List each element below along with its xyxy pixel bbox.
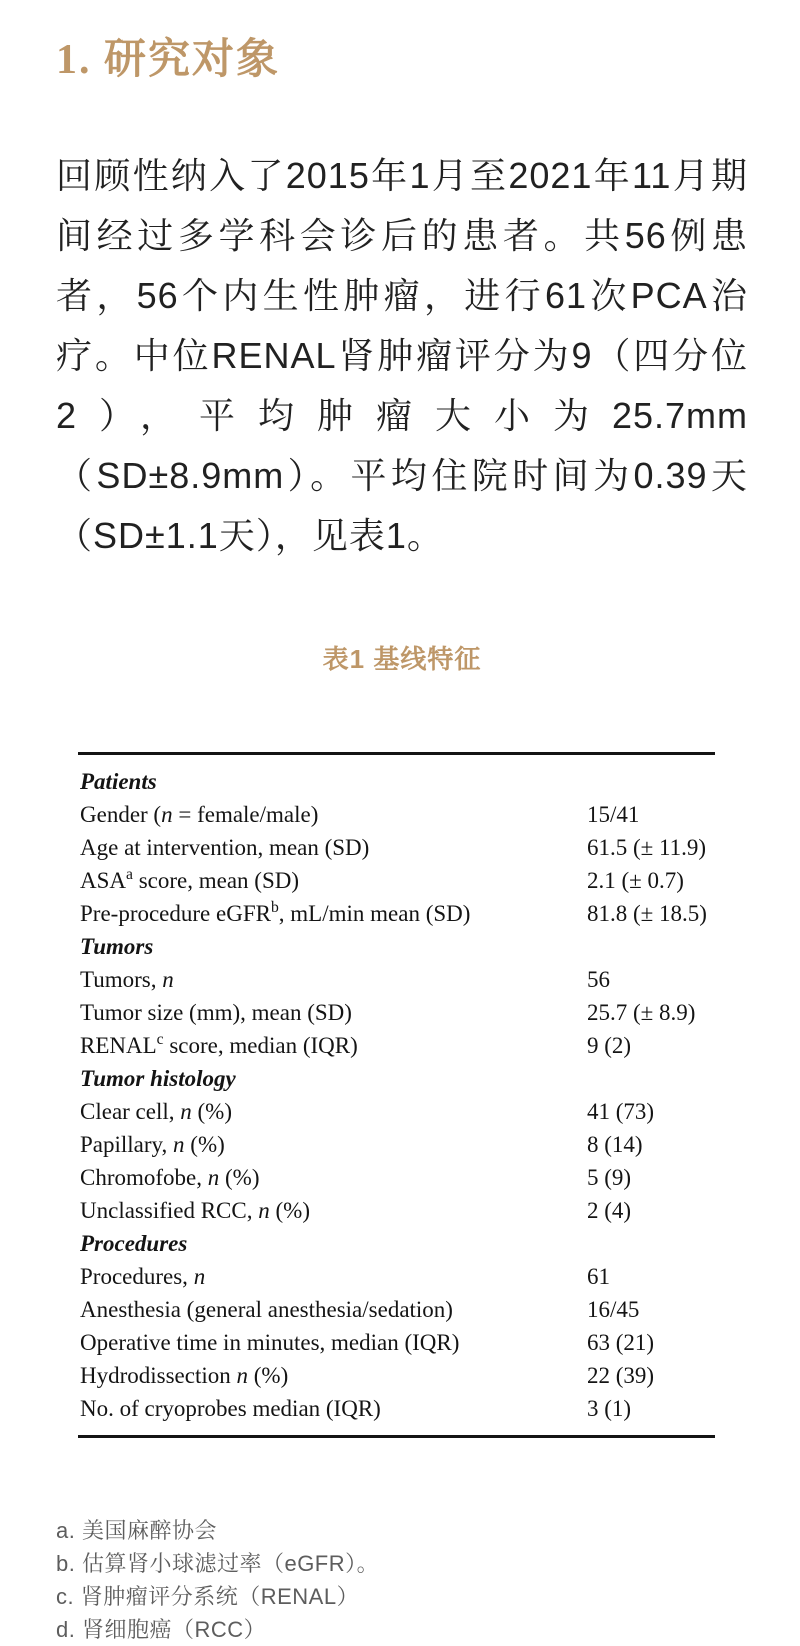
row-value: 2.1 (± 0.7) (587, 868, 684, 893)
row-value: 61.5 (± 11.9) (587, 835, 707, 860)
table-row (78, 864, 715, 897)
table-row (78, 996, 715, 1029)
row-label: Tumors, n (80, 967, 174, 992)
row-value: 56 (587, 967, 610, 992)
row-value: 8 (14) (587, 1132, 643, 1157)
row-value: 15/41 (587, 802, 640, 827)
row-label: Age at intervention, mean (SD) (80, 835, 370, 860)
body-paragraph: 回顾性纳入了2015年1月至2021年11月期间经过多学科会诊后的患者。共56例患者，56个内生性肿瘤，进行61次PCA治疗。中位RENAL肾肿瘤评分为9（四分位2），平均肿瘤大小为25.7mm（SD±8.9mm）。平均住院时间为0.39天（SD±1.1天），见表1。 (56, 155, 748, 556)
row-label: Procedures (80, 1231, 188, 1256)
row-value: 9 (2) (587, 1033, 632, 1058)
row-label: Patients (80, 769, 157, 794)
table-section-row (78, 930, 715, 963)
table-body (78, 765, 715, 1425)
table-row (78, 831, 715, 864)
row-label: Pre-procedure eGFR$^b$, mL/min mean (SD) (80, 899, 471, 926)
table-row (78, 1260, 715, 1293)
row-label: Tumors (80, 934, 154, 959)
row-label: Tumor size (mm), mean (SD) (80, 1000, 352, 1025)
row-value: 41 (73) (587, 1099, 655, 1124)
table-row (78, 1095, 715, 1128)
row-label: Chromofobe, n (%) (80, 1165, 260, 1190)
row-label: Gender (n = female/male) (80, 802, 319, 827)
table-row (78, 1359, 715, 1392)
row-value: 81.8 (± 18.5) (587, 901, 707, 926)
row-label: Operative time in minutes, median (IQR) (80, 1330, 460, 1355)
row-label: Clear cell, n (%) (80, 1099, 232, 1124)
footnote-item: c. 肾肿瘤评分系统（RENAL） (56, 1584, 360, 1609)
table-section-row (78, 1227, 715, 1260)
footnotes (56, 1514, 748, 1646)
table-row (78, 897, 715, 930)
row-value: 16/45 (587, 1297, 640, 1322)
row-label: Unclassified RCC, n (%) (80, 1198, 310, 1223)
table-row (78, 1161, 715, 1194)
table-row (78, 1326, 715, 1359)
row-label: Tumor histology (80, 1066, 236, 1091)
table-row (78, 798, 715, 831)
row-label: Anesthesia (general anesthesia/sedation) (80, 1297, 453, 1322)
row-value: 25.7 (± 8.9) (587, 1000, 696, 1025)
row-label: RENAL$^c$ score, median (IQR) (80, 1031, 358, 1058)
row-value: 5 (9) (587, 1165, 632, 1190)
table-section-row (78, 1062, 715, 1095)
row-value: 3 (1) (587, 1396, 632, 1421)
table-row (78, 1194, 715, 1227)
row-label: No. of cryoprobes median (IQR) (80, 1396, 381, 1421)
row-label: Procedures, n (80, 1264, 206, 1289)
table-section-row (78, 765, 715, 798)
table-title: 表1 基线特征 (322, 644, 482, 674)
section-heading: 1. 研究对象 (56, 37, 281, 83)
row-value: 22 (39) (587, 1363, 655, 1388)
footnote-item: d. 肾细胞癌（RCC） (56, 1617, 267, 1642)
row-label: Papillary, n (%) (80, 1132, 225, 1157)
table-row (78, 1392, 715, 1425)
table-row (78, 1293, 715, 1326)
row-label: ASA$^a$ score, mean (SD) (80, 866, 300, 893)
row-value: 63 (21) (587, 1330, 655, 1355)
row-label: Hydrodissection n (%) (80, 1363, 289, 1388)
baseline-table (78, 752, 715, 1438)
row-value: 2 (4) (587, 1198, 632, 1223)
row-value: 61 (587, 1264, 610, 1289)
footnote-item: b. 估算肾小球滤过率（eGFR）。 (56, 1551, 380, 1576)
table-row (78, 1029, 715, 1062)
table-row (78, 1128, 715, 1161)
table-row (78, 963, 715, 996)
footnote-item: a. 美国麻醉协会 (56, 1518, 217, 1543)
